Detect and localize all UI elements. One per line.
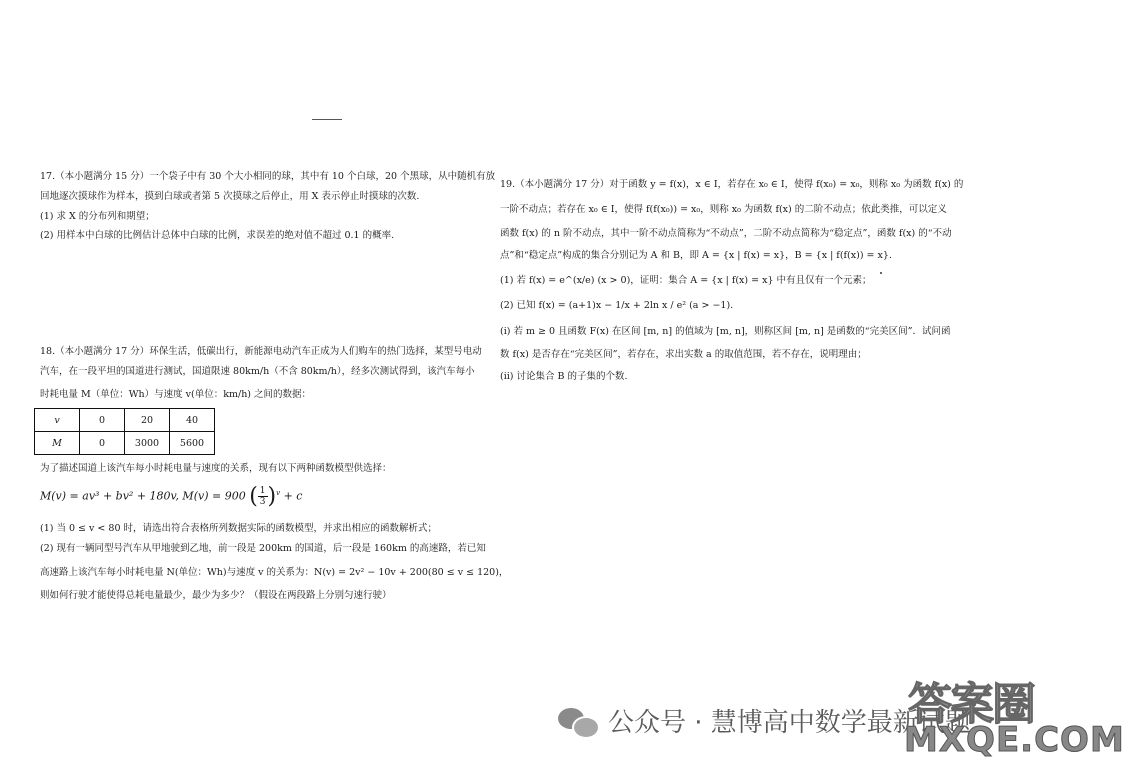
q19-line3: 函数 f(x) 的 n 阶不动点，其中一阶不动点简称为“不动点”，二阶不动点简称为“稳定点”，函数 f(x) 的“不动: [500, 228, 952, 239]
q18-formula: [40, 484, 302, 509]
q19-line2: 一阶不动点；若存在 x₀ ∈ I，使得 f(f(x₀)) = x₀，则称 x₀ 为函数 f(x) 的二阶不动点；依此类推，可以定义: [500, 204, 947, 215]
formula-left: M(v) = av³ + bv² + 180v, M(v) = 900: [40, 489, 246, 503]
scan-speck: [880, 272, 882, 274]
q18-stem-3: 时耗电量 M（单位：Wh）与速度 v(单位：km/h) 之间的数据：: [40, 389, 312, 400]
table-cell: M: [35, 432, 80, 455]
formula-right: + c: [283, 489, 303, 503]
q17-part2: (2) 用样本中白球的比例估计总体中白球的比例，求误差的绝对值不超过 0.1 的概率.: [40, 230, 395, 241]
q19-line4: 点”和“稳定点”构成的集合分别记为 A 和 B，即 A = {x | f(x) = x}，B = {x | f(f(x)) = x}.: [500, 250, 892, 261]
table-cell: v: [35, 409, 80, 432]
q18-part2c: 则如何行驶才能使得总耗电量最少，最少为多少？（假设在两段路上分别匀速行驶）: [40, 590, 392, 601]
q19-part2: (2) 已知 f(x) = (a+1)x − 1/x + 2ln x / e² (a > −1).: [500, 300, 734, 311]
q18-part1: (1) 当 0 ≤ v < 80 时，请选出符合表格所列数据实际的函数模型，并求出相应的函数解析式；: [40, 523, 438, 534]
q18-part2a: (2) 现有一辆同型号汽车从甲地驶到乙地，前一段是 200km 的国道，后一段是 160km 的高速路，若已知: [40, 543, 486, 554]
table-cell: 40: [170, 409, 215, 432]
header-rule: [312, 119, 342, 120]
q18-part2b: 高速路上该汽车每小时耗电量 N(单位：Wh)与速度 v 的关系为：N(v) = 2v² − 10v + 200(80 ≤ v ≤ 120)，: [40, 567, 509, 578]
paren-open: (: [249, 484, 258, 509]
exponent: v: [276, 488, 281, 497]
q17-stem: 17.（本小题满分 15 分）一个袋子中有 30 个大小相同的球，其中有 10 个白球，20 个黑球，从中随机有放: [40, 171, 496, 182]
speed-energy-table: [34, 408, 215, 455]
fraction: [258, 486, 268, 507]
logo-bottom-text: MXQE.COM: [904, 720, 1125, 760]
wechat-icon: [558, 704, 598, 736]
q18-intro: 为了描述国道上该汽车每小时耗电量与速度的关系，现有以下两种函数模型供选择：: [40, 463, 392, 474]
table-cell: 20: [125, 409, 170, 432]
logo-top-text: 答案圈: [908, 679, 1034, 730]
paren-close: ): [267, 484, 277, 509]
q19-part2ii: (ⅱ) 讨论集合 B 的子集的个数.: [500, 371, 628, 382]
q19-part2i-a: (ⅰ) 若 m ≥ 0 且函数 F(x) 在区间 [m, n] 的值域为 [m, n]，则称区间 [m, n] 是函数的“完美区间”．试问函: [500, 326, 951, 337]
table-row: [35, 432, 215, 455]
q17-part1: (1) 求 X 的分布列和期望；: [40, 211, 155, 222]
table-cell: 0: [80, 409, 125, 432]
table-row: [35, 409, 215, 432]
q19-line1: 19.（本小题满分 17 分）对于函数 y = f(x)，x ∈ I，若存在 x₀ ∈ I，使得 f(x₀) = x₀，则称 x₀ 为函数 f(x) 的: [500, 179, 964, 190]
q18-stem-1: 18.（本小题满分 17 分）环保生活，低碳出行，新能源电动汽车正成为人们购车的热门选择，某型号电动: [40, 346, 482, 357]
table-cell: 5600: [170, 432, 215, 455]
table-cell: 3000: [125, 432, 170, 455]
table-cell: 0: [80, 432, 125, 455]
site-logo: [900, 668, 1125, 760]
q19-part2i-b: 数 f(x) 是否存在“完美区间”，若存在，求出实数 a 的取值范围，若不存在，说明理由；: [500, 349, 867, 360]
q18-stem-2: 汽车，在一段平坦的国道进行测试，国道限速 80km/h（不含 80km/h），经多次测试得到，该汽车每小: [40, 366, 475, 377]
q19-part1: (1) 若 f(x) = e^(x/e) (x > 0)，证明：集合 A = {x | f(x) = x} 中有且仅有一个元素；: [500, 275, 872, 286]
fraction-numerator: 1: [259, 486, 266, 496]
q17-stem-cont: 回地逐次摸球作为样本，摸到白球或者第 5 次摸球之后停止，用 X 表示停止时摸球的次数.: [40, 191, 420, 202]
fraction-denominator: 3: [259, 497, 266, 507]
watermark-text: 公众号 · 慧博高中数学最新试题: [608, 707, 971, 738]
